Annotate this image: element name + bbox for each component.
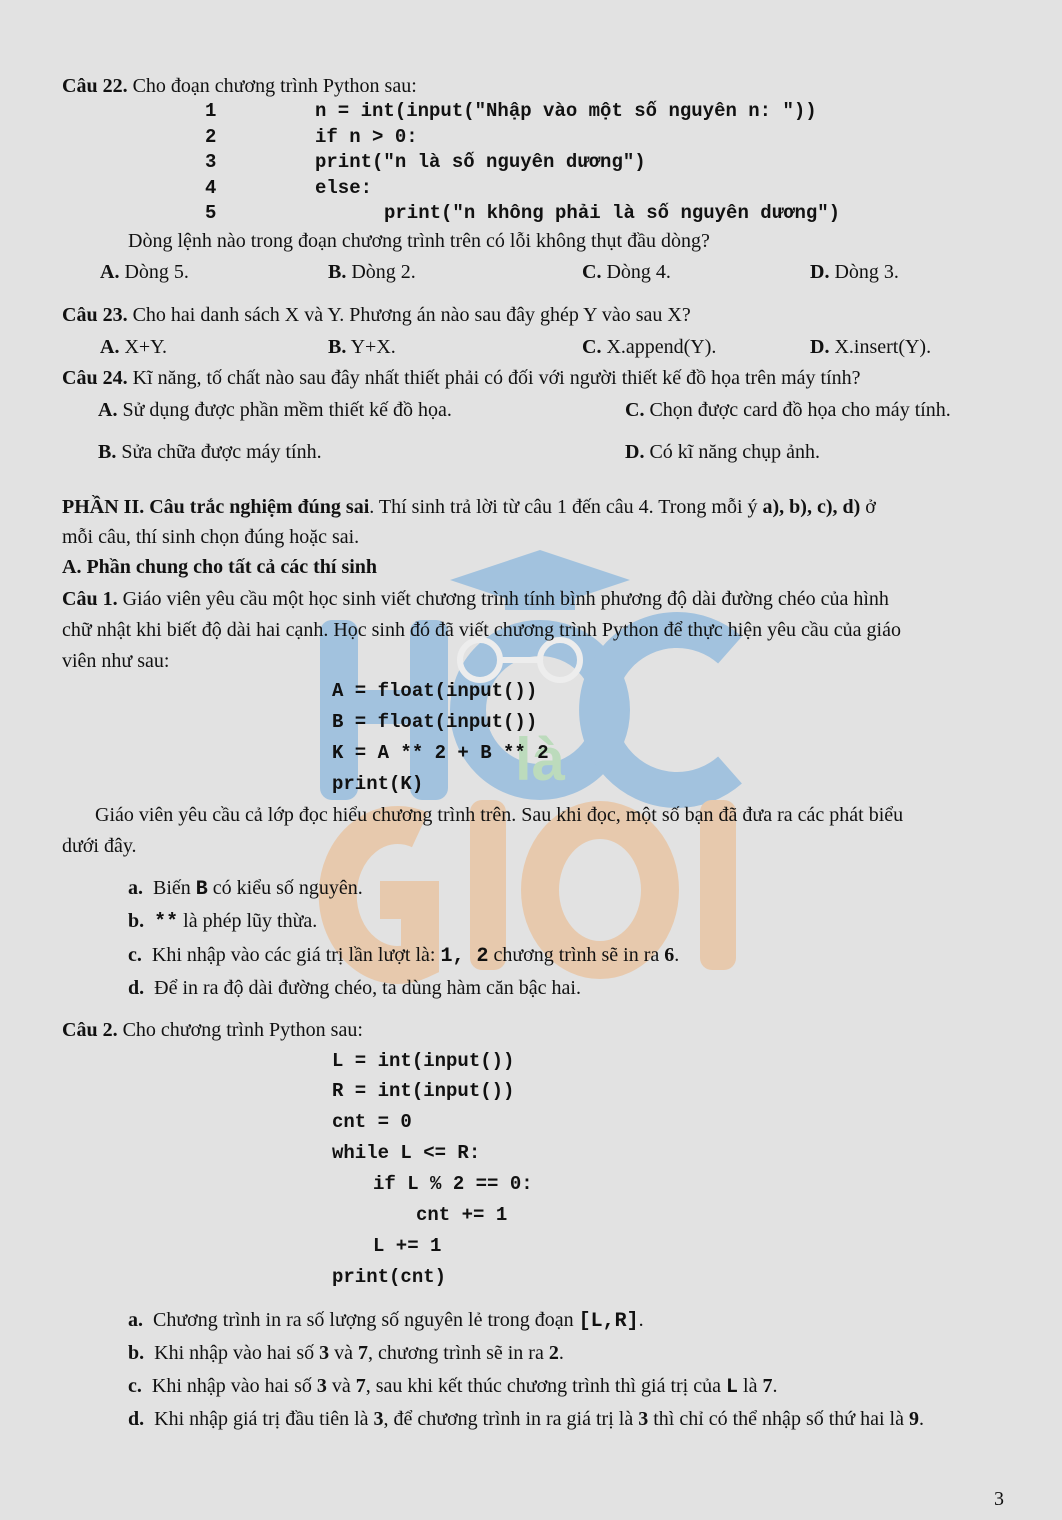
statement-text: , chương trình sẽ in ra	[368, 1342, 549, 1364]
c2-statement-b	[128, 1341, 564, 1365]
inline-value: 3	[319, 1342, 330, 1364]
code-line: A = float(input())	[332, 680, 538, 702]
inline-value: 9	[908, 1408, 919, 1430]
code-line: cnt += 1	[416, 1204, 508, 1226]
c2-label: Câu 2.	[62, 1019, 118, 1041]
q22-option-b	[328, 260, 416, 284]
c2-text: Cho chương trình Python sau:	[122, 1019, 363, 1041]
inline-value: 6	[664, 944, 675, 966]
code-line: L += 1	[373, 1235, 442, 1257]
q22-option-d	[810, 260, 899, 284]
option-key: B.	[328, 261, 347, 283]
c1-text-line: viên như sau:	[62, 650, 170, 672]
option-text: Dòng 2.	[351, 261, 416, 283]
q23-option-c	[582, 335, 716, 359]
option-key: A.	[100, 261, 120, 283]
statement-key: c.	[128, 1375, 142, 1397]
statement-text: là phép lũy thừa.	[178, 910, 318, 932]
q23-option-a	[100, 335, 167, 359]
statement-text: Để in ra độ dài đường chéo, ta dùng hàm căn bậc hai.	[154, 977, 581, 999]
inline-value: 2	[548, 1342, 559, 1364]
statement-key: c.	[128, 944, 142, 966]
statement-text: thì chỉ có thể nhập số thứ hai là	[648, 1408, 909, 1430]
statement-text: và	[326, 1375, 356, 1397]
q23-label: Câu 23.	[62, 304, 128, 326]
q22-stem	[62, 74, 417, 98]
c2-statement-a	[128, 1308, 644, 1334]
q23-stem	[62, 303, 691, 327]
c1-statement-d	[128, 976, 581, 1000]
q24-option-a	[98, 398, 452, 422]
statement-text: có kiểu số nguyên.	[207, 877, 363, 899]
statement-text: , để chương trình in ra giá trị là	[383, 1408, 639, 1430]
q23-option-d	[810, 335, 931, 359]
q22-line-code: print("n không phải là số nguyên dương")	[384, 202, 841, 224]
statement-text: Khi nhập vào hai số	[154, 1342, 320, 1364]
statement-text: Khi nhập giá trị đầu tiên là	[154, 1408, 374, 1430]
option-key: D.	[810, 261, 830, 283]
option-key: B.	[98, 441, 117, 463]
option-key: D.	[625, 441, 645, 463]
option-key: C.	[625, 399, 645, 421]
code-line: print(cnt)	[332, 1266, 447, 1288]
c1-text: Giáo viên yêu cầu một học sinh viết chương trình tính bình phương độ dài đường chéo của hình	[122, 588, 889, 610]
part2-intro-cont: mỗi câu, thí sinh chọn đúng hoặc sai.	[62, 526, 360, 548]
c1-after-text: dưới đây.	[62, 835, 137, 857]
statement-key: b.	[128, 910, 145, 932]
statement-key: a.	[128, 1309, 143, 1331]
option-text: Chọn được card đồ họa cho máy tính.	[649, 399, 951, 421]
part2-intro-text: . Thí sinh trả lời từ câu 1 đến câu 4. Trong mỗi ý	[369, 496, 763, 518]
q22-line-code: print("n là số nguyên dương")	[315, 151, 646, 173]
option-text: Có kĩ năng chụp ảnh.	[649, 441, 820, 463]
statement-text: chương trình sẽ in ra	[488, 944, 665, 966]
q22-question: Dòng lệnh nào trong đoạn chương trình trên có lỗi không thụt đầu dòng?	[128, 230, 710, 252]
q24-stem	[62, 366, 861, 390]
statement-key: a.	[128, 877, 143, 899]
q24-text: Kĩ năng, tố chất nào sau đây nhất thiết phải có đối với người thiết kế đồ họa trên máy tính?	[132, 367, 861, 389]
c1-stem	[62, 587, 889, 611]
inline-value: 3	[638, 1408, 649, 1430]
option-key: B.	[328, 336, 347, 358]
c1-label: Câu 1.	[62, 588, 118, 610]
inline-code: [L,R]	[578, 1310, 639, 1333]
code-line: L = int(input())	[332, 1050, 515, 1072]
statement-text: Chương trình in ra số lượng số nguyên lẻ trong đoạn	[153, 1309, 579, 1331]
q22-line-num: 5	[205, 202, 217, 224]
q24-option-c	[625, 398, 951, 422]
code-line: K = A ** 2 + B ** 2	[332, 742, 549, 764]
statement-text: Khi nhập vào hai số	[151, 1375, 317, 1397]
code-line: B = float(input())	[332, 711, 538, 733]
part2-marks: a), b), c), d)	[762, 496, 861, 518]
inline-value: 7	[762, 1375, 773, 1397]
option-key: A.	[98, 399, 118, 421]
q24-label: Câu 24.	[62, 367, 128, 389]
statement-text: Biến	[153, 877, 196, 899]
statement-text: .	[674, 944, 680, 966]
part2-section-heading: A. Phần chung cho tất cả các thí sinh	[62, 556, 378, 578]
inline-code: **	[154, 911, 179, 934]
c2-statement-d	[128, 1407, 924, 1431]
part2-intro-text: ở	[860, 496, 876, 518]
statement-key: b.	[128, 1342, 145, 1364]
q24-option-d	[625, 440, 820, 464]
part2-intro	[62, 495, 876, 519]
option-text: X.append(Y).	[606, 336, 717, 358]
inline-code: 1, 2	[440, 945, 489, 968]
option-text: X.insert(Y).	[834, 336, 932, 358]
q22-line-code: if n > 0:	[315, 126, 418, 148]
code-line: cnt = 0	[332, 1111, 412, 1133]
c1-after-text: Giáo viên yêu cầu cả lớp đọc hiểu chương trình trên. Sau khi đọc, một số bạn đã đưa ra các phát biểu	[95, 804, 904, 826]
inline-code: B	[195, 878, 208, 901]
statement-text: , sau khi kết thúc chương trình thì giá trị của	[365, 1375, 726, 1397]
c1-statement-c	[128, 943, 679, 969]
q22-line-code: n = int(input("Nhập vào một số nguyên n: "))	[315, 100, 817, 122]
option-text: Y+X.	[350, 336, 396, 358]
inline-value: 3	[373, 1408, 384, 1430]
q22-text: Cho đoạn chương trình Python sau:	[132, 75, 417, 97]
statement-text: .	[638, 1309, 644, 1331]
q22-option-a	[100, 260, 189, 284]
q22-line-num: 1	[205, 100, 217, 122]
option-text: Dòng 4.	[606, 261, 671, 283]
statement-text: .	[772, 1375, 778, 1397]
option-text: Sửa chữa được máy tính.	[121, 441, 322, 463]
part2-heading: PHẦN II. Câu trắc nghiệm đúng sai	[62, 496, 370, 518]
option-key: C.	[582, 336, 602, 358]
page-number: 3	[994, 1488, 1004, 1510]
inline-code: L	[726, 1376, 739, 1399]
q23-text: Cho hai danh sách X và Y. Phương án nào sau đây ghép Y vào sau X?	[132, 304, 691, 326]
c1-text-line: chữ nhật khi biết độ dài hai cạnh. Học sinh đó đã viết chương trình Python để thực hiện yêu cầu của giáo	[62, 619, 901, 641]
q22-label: Câu 22.	[62, 75, 128, 97]
statement-text: và	[329, 1342, 358, 1364]
code-line: if L % 2 == 0:	[373, 1173, 533, 1195]
option-text: Dòng 3.	[834, 261, 899, 283]
code-line: while L <= R:	[332, 1142, 481, 1164]
code-line: R = int(input())	[332, 1080, 515, 1102]
inline-value: 3	[316, 1375, 327, 1397]
c1-statement-b	[128, 909, 317, 935]
option-key: C.	[582, 261, 602, 283]
statement-text: Khi nhập vào các giá trị lần lượt là:	[151, 944, 441, 966]
option-text: Sử dụng được phần mềm thiết kế đồ họa.	[122, 399, 452, 421]
code-line: print(K)	[332, 773, 424, 795]
statement-key: d.	[128, 977, 145, 999]
q22-line-code: else:	[315, 177, 373, 199]
q22-line-num: 3	[205, 151, 217, 173]
q23-option-b	[328, 335, 396, 359]
statement-text: .	[558, 1342, 564, 1364]
c2-stem	[62, 1018, 363, 1042]
statement-key: d.	[128, 1408, 145, 1430]
statement-text: là	[738, 1375, 763, 1397]
option-key: D.	[810, 336, 830, 358]
inline-value: 7	[355, 1375, 366, 1397]
q22-line-num: 2	[205, 126, 217, 148]
option-key: A.	[100, 336, 120, 358]
c1-statement-a	[128, 876, 363, 902]
q22-option-c	[582, 260, 671, 284]
q24-option-b	[98, 440, 322, 464]
svg-text:là: là	[514, 726, 566, 793]
option-text: Dòng 5.	[124, 261, 189, 283]
watermark-face-icon	[460, 640, 580, 680]
q22-line-num: 4	[205, 177, 217, 199]
option-text: X+Y.	[124, 336, 168, 358]
statement-text: .	[918, 1408, 924, 1430]
inline-value: 7	[358, 1342, 368, 1364]
c2-statement-c	[128, 1374, 777, 1400]
